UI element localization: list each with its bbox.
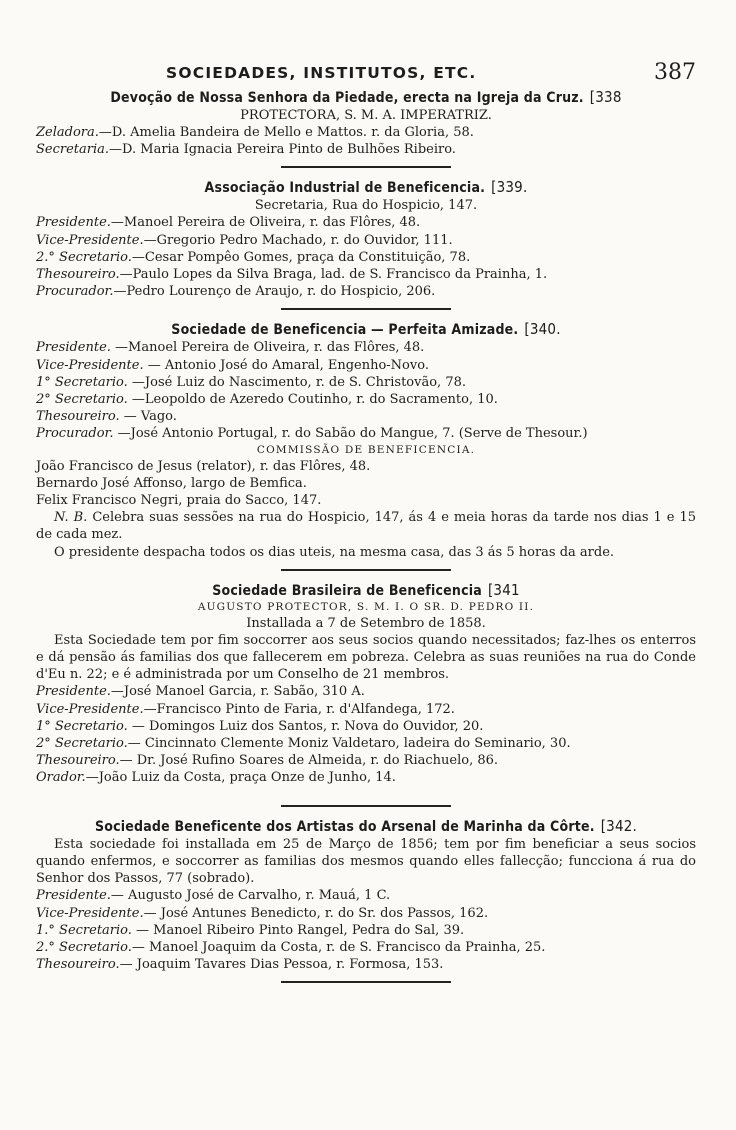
running-header-title: SOCIEDADES, INSTITUTOS, ETC. [166, 64, 477, 82]
section-divider [281, 981, 451, 983]
officer-line: 2.° Secretario.— Manoel Joaquim da Costa, r. de S. Francisco da Prainha, 25. [36, 939, 546, 955]
entry-342-title: Sociedade Beneficente dos Artistas do Arsenal de Marinha da Côrte. [342. [94, 816, 638, 835]
entry-339 [36, 178, 696, 300]
section-divider [281, 308, 451, 310]
officer-line: Presidente.—Manoel Pereira de Oliveira, r. das Flôres, 48. [36, 215, 421, 231]
entry-341-title: Sociedade Brasileira de Beneficencia [341 [212, 580, 520, 599]
entry-341-description: Esta Sociedade tem por fim soccorrer aos seus socios quando necessitados; faz-lhes os enterros e dá pensão ás familias dos que fallecerem em pobreza. Celebra as suas reuniões na rua do Conde d'Eu n. 22; e é administrada por um Conselho de 21 membros. [36, 632, 696, 683]
officer-line: 1.° Secretario. — Manoel Ribeiro Pinto Rangel, Pedra do Sal, 39. [36, 922, 465, 938]
officer-line: Thesoureiro. — Vago. [36, 409, 177, 425]
section-divider [281, 569, 451, 571]
officer-line: 2.° Secretario.—Cesar Pompêo Gomes, praça da Constituição, 78. [36, 249, 471, 265]
officer-line: Presidente.— Augusto José de Carvalho, r. Mauá, 1 C. [36, 888, 391, 904]
entry-339-title: Associação Industrial de Beneficencia. [339. [204, 178, 528, 197]
entry-342-description: Esta sociedade foi installada em 25 de Março de 1856; tem por fim beneficiar a seus socios quando enfermos, e soccorrer as familias dos mesmos quando elles fallecção; funcciona á rua do Senhor dos Passos, 77 (sobrado). [36, 836, 696, 887]
entry-342 [36, 817, 696, 974]
officer-line: 1° Secretario. — Domingos Luiz dos Santos, r. Nova do Ouvidor, 20. [36, 718, 484, 734]
commission-member: João Francisco de Jesus (relator), r. das Flôres, 48. [36, 458, 371, 474]
entry-340 [36, 320, 696, 560]
entry-338-title: Devoção de Nossa Senhora da Piedade, erecta na Igreja da Cruz. [338 [110, 88, 622, 106]
officer-line: 2° Secretario. —Leopoldo de Azeredo Coutinho, r. do Sacramento, 10. [36, 392, 498, 408]
entry-340-note2: O presidente despacha todos os dias uteis, na mesma casa, das 3 ás 5 horas da arde. [54, 544, 615, 560]
officer-line: 1° Secretario. —José Luiz do Nascimento, r. de S. Christovão, 78. [36, 374, 466, 390]
page-number: 387 [654, 60, 696, 85]
officer-line: Zeladora.—D. Amelia Bandeira de Mello e Mattos. r. da Gloria, 58. [36, 125, 474, 140]
officer-line: Procurador.—Pedro Lourenço de Araujo, r. do Hospicio, 206. [36, 284, 436, 300]
officer-line: Secretaria.—D. Maria Ignacia Pereira Pinto de Bulhões Ribeiro. [36, 142, 456, 158]
entry-342-number: [342. [600, 816, 638, 835]
entry-341-number: [341 [487, 580, 520, 599]
entry-338-number: [338 [589, 88, 622, 106]
section-divider [281, 166, 451, 168]
officer-line: Presidente.—José Manoel Garcia, r. Sabão, 310 A. [36, 684, 365, 700]
entry-338 [36, 88, 696, 158]
entry-339-subtitle: Secretaria, Rua do Hospicio, 147. [254, 198, 478, 214]
officer-line: 2° Secretario.— Cincinnato Clemente Moniz Valdetaro, ladeira do Seminario, 30. [36, 736, 571, 752]
entry-340-number: [340. [524, 320, 561, 339]
officer-line: Thesoureiro.— Dr. José Rufino Soares de Almeida, r. do Riachuelo, 86. [36, 753, 499, 769]
document-page [36, 60, 696, 993]
officer-line: Thesoureiro.—Paulo Lopes da Silva Braga, lad. de S. Francisco da Prainha, 1. [36, 267, 548, 283]
officer-line: Vice-Presidente. — Antonio José do Amaral, Engenho-Novo. [36, 357, 429, 373]
entry-341-installed: Installada a 7 de Setembro de 1858. [246, 615, 486, 631]
entry-338-subtitle: PROTECTORA, S. M. A. IMPERATRIZ. [240, 108, 492, 123]
officer-line: Presidente. —Manoel Pereira de Oliveira, r. das Flôres, 48. [36, 340, 425, 356]
officer-line: Vice-Presidente.—Francisco Pinto de Faria, r. d'Alfandega, 172. [36, 701, 455, 717]
officer-line: Vice-Presidente.—Gregorio Pedro Machado, r. do Ouvidor, 111. [36, 232, 453, 248]
commission-heading: COMMISSÃO DE BENEFICENCIA. [256, 443, 476, 456]
officer-line: Orador.—João Luiz da Costa, praça Onze de Junho, 14. [36, 770, 396, 786]
running-header [36, 60, 696, 88]
entry-341-subtitle: AUGUSTO PROTECTOR, S. M. I. O SR. D. PEDRO II. [197, 600, 535, 613]
entry-340-title: Sociedade de Beneficencia — Perfeita Amizade. [340. [171, 320, 561, 339]
officer-line: Thesoureiro.— Joaquim Tavares Dias Pessoa, r. Formosa, 153. [36, 957, 444, 973]
commission-member: Bernardo José Affonso, largo de Bemfica. [36, 475, 307, 491]
entry-341 [36, 581, 696, 787]
officer-line: Procurador. —José Antonio Portugal, r. do Sabão do Mangue, 7. (Serve de Thesour.) [36, 426, 588, 442]
officer-line: Vice-Presidente.— José Antunes Benedicto, r. do Sr. dos Passos, 162. [36, 905, 489, 921]
entry-339-number: [339. [491, 178, 528, 197]
entry-340-note: N. B. Celebra suas sessões na rua do Hospicio, 147, ás 4 e meia horas da tarde nos dias 1 e 15 de cada mez. [36, 510, 696, 543]
section-divider [281, 805, 451, 807]
commission-member: Felix Francisco Negri, praia do Sacco, 147. [36, 493, 322, 509]
